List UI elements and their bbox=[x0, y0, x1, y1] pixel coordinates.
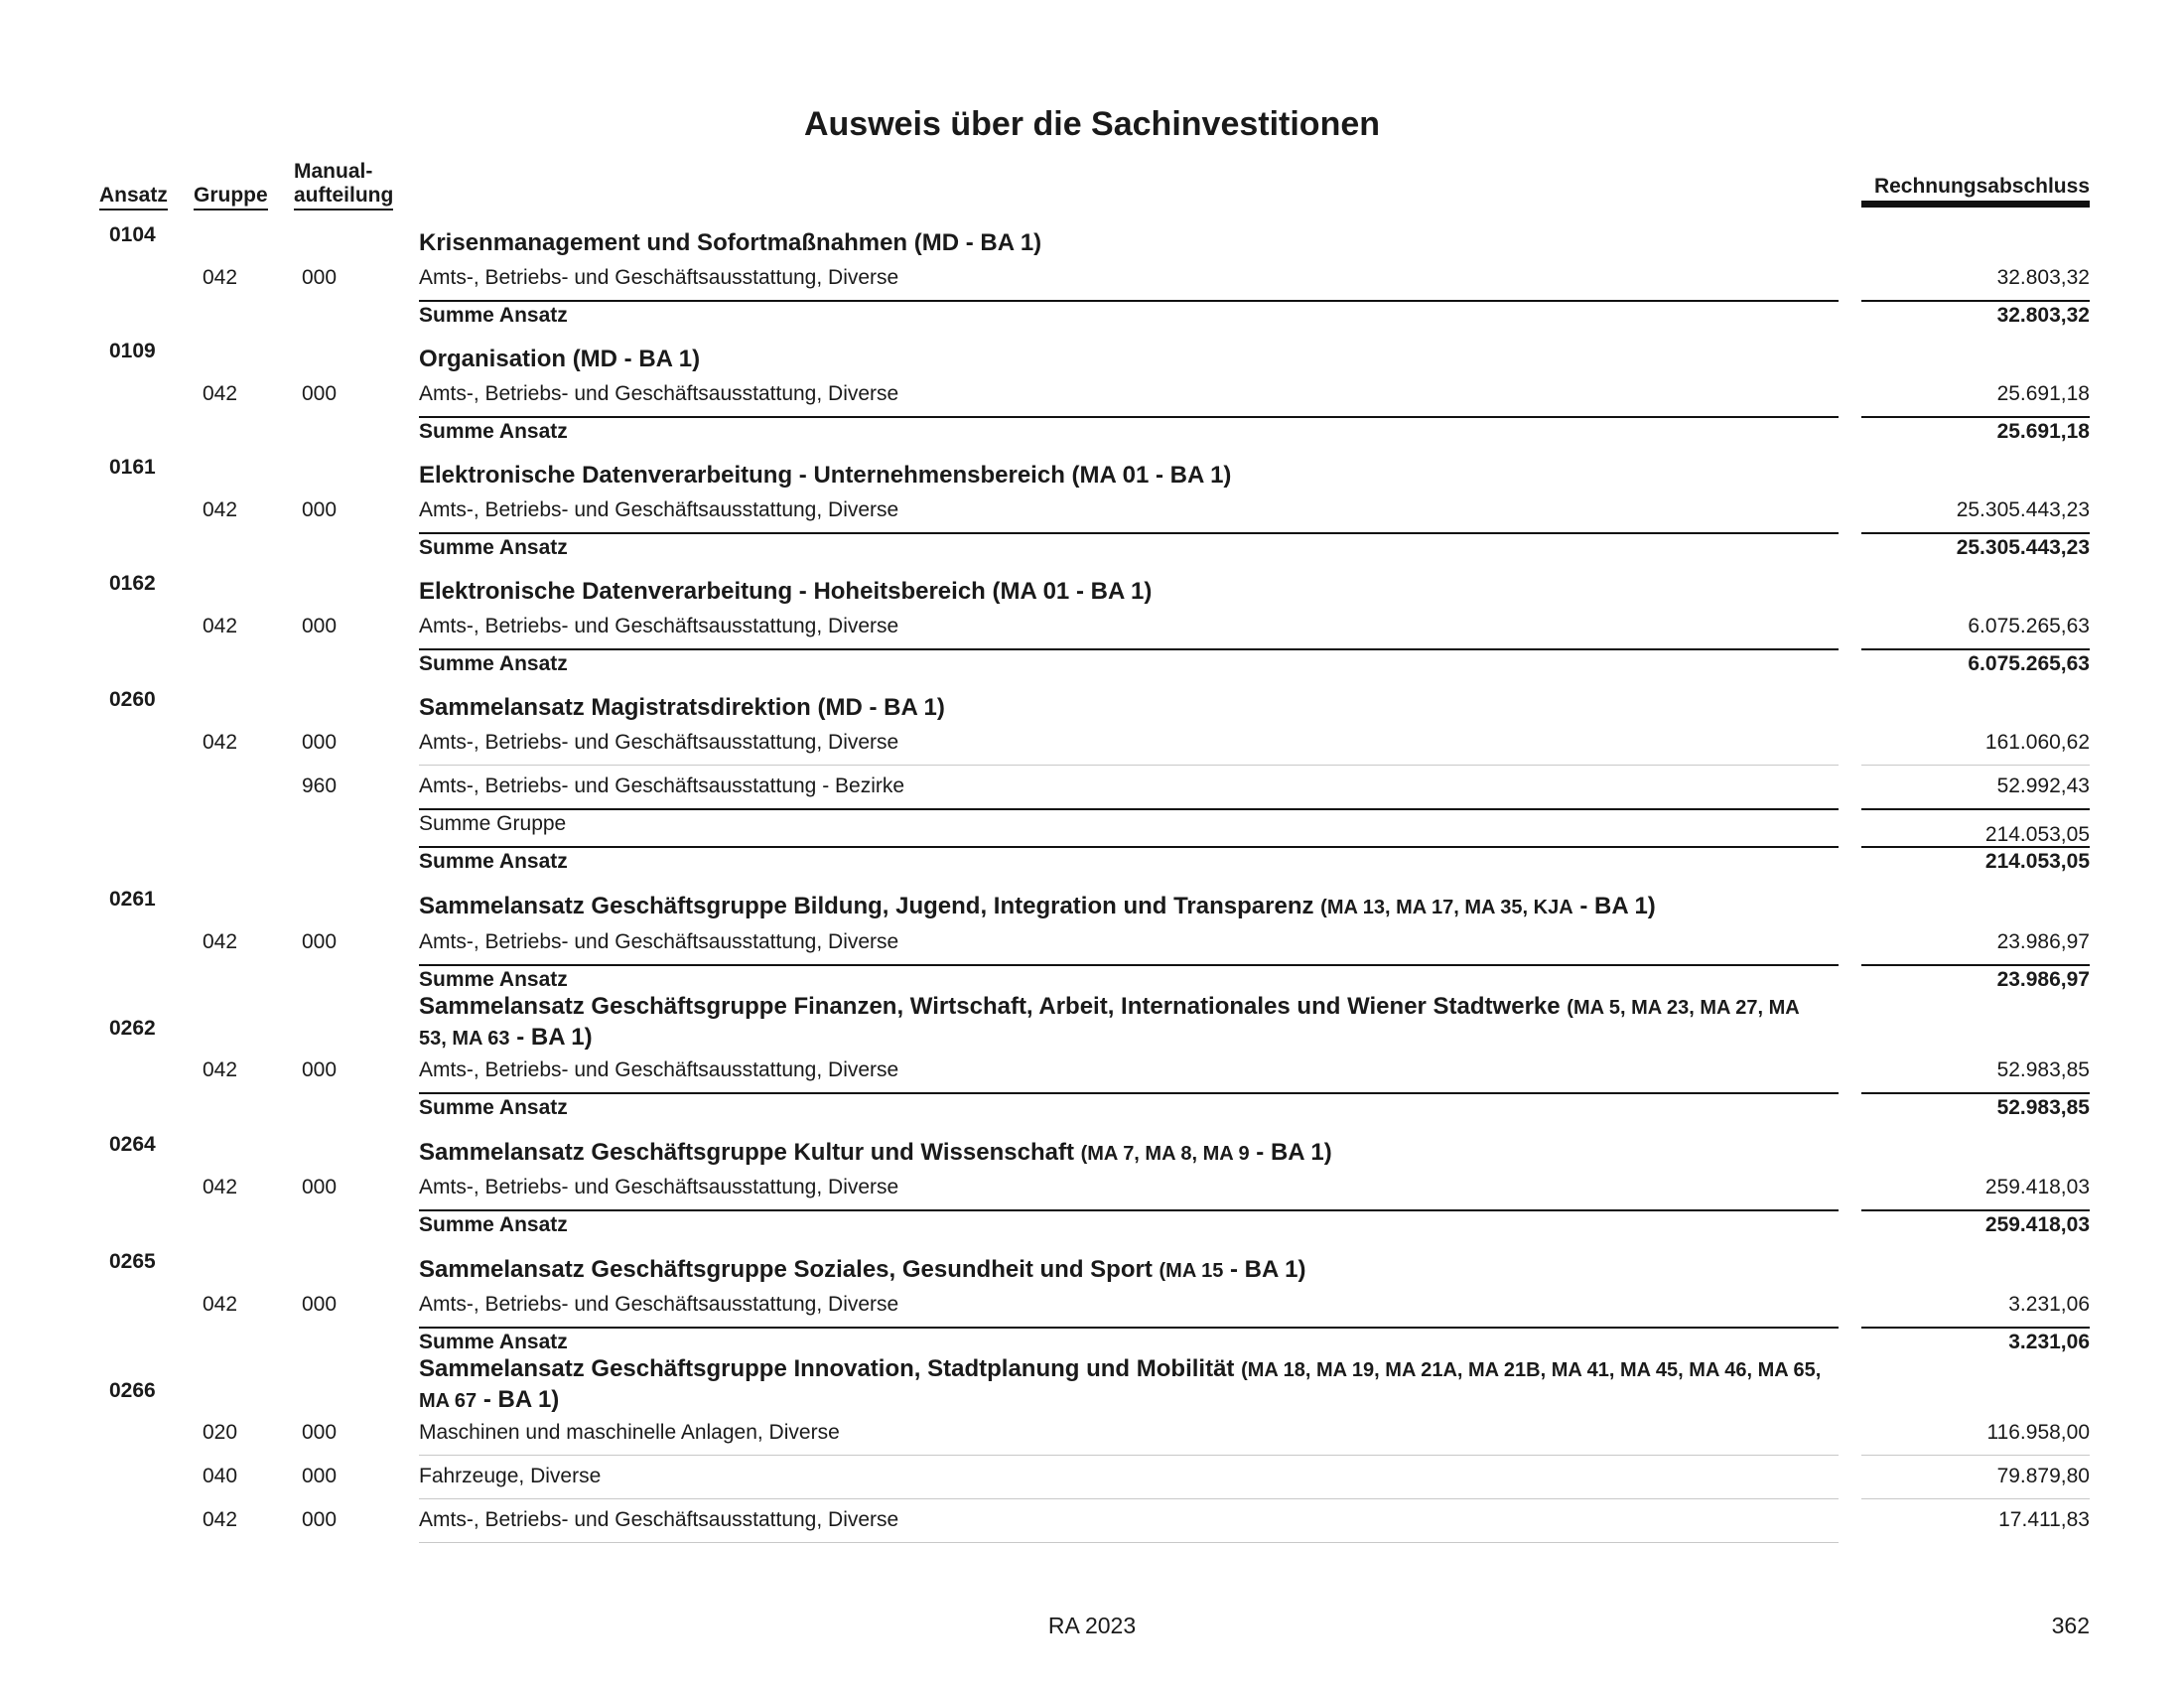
manual-cell: 000 bbox=[302, 1176, 338, 1198]
row-amount: 79.879,80 bbox=[1996, 1465, 2090, 1487]
gruppe-cell: 020 bbox=[203, 1421, 238, 1444]
row-amount: 6.075.265,63 bbox=[1968, 615, 2090, 637]
manual-cell: 000 bbox=[302, 615, 338, 637]
heading-budget-area: - BA 1) bbox=[482, 1386, 560, 1413]
gruppe-cell: 042 bbox=[203, 1058, 238, 1081]
heading-main: Sammelansatz Geschäftsgruppe Kultur und Wissenschaft bbox=[419, 1139, 1074, 1166]
section-heading: Sammelansatz Magistratsdirektion (MD - BA 1) bbox=[419, 694, 945, 721]
column-header-manual-line1: Manual- bbox=[294, 160, 373, 183]
sum-ansatz-amount: 25.691,18 bbox=[1996, 420, 2090, 443]
gruppe-cell: 042 bbox=[203, 382, 238, 405]
gruppe-cell: 042 bbox=[203, 1508, 238, 1531]
sum-ansatz-amount: 259.418,03 bbox=[1984, 1213, 2090, 1236]
row-separator bbox=[419, 1498, 1839, 1499]
row-separator bbox=[1861, 765, 2090, 766]
sum-gruppe-amount: 214.053,05 bbox=[1984, 823, 2090, 846]
divider bbox=[1861, 846, 2090, 848]
sum-ansatz-amount: 3.231,06 bbox=[2008, 1331, 2090, 1353]
divider bbox=[1861, 1092, 2090, 1094]
manual-cell: 000 bbox=[302, 731, 338, 754]
manual-cell: 000 bbox=[302, 498, 338, 521]
gruppe-cell: 042 bbox=[203, 930, 238, 953]
row-amount: 161.060,62 bbox=[1984, 731, 2090, 754]
heading-main: Sammelansatz Geschäftsgruppe Bildung, Jugend, Integration und Transparenz bbox=[419, 893, 1314, 919]
sum-ansatz-label: Summe Ansatz bbox=[419, 850, 568, 873]
sum-ansatz-amount: 25.305.443,23 bbox=[1956, 536, 2090, 559]
gruppe-cell: 042 bbox=[203, 615, 238, 637]
heading-budget-area: - BA 1) bbox=[1230, 1256, 1306, 1283]
section-heading bbox=[419, 992, 1829, 1054]
section-heading bbox=[419, 1255, 1839, 1286]
manual-cell: 000 bbox=[302, 1421, 338, 1444]
section-heading bbox=[419, 1138, 1839, 1169]
divider bbox=[1861, 300, 2090, 302]
row-separator bbox=[1861, 1498, 2090, 1499]
section-heading: Elektronische Datenverarbeitung - Unternehmensbereich (MA 01 - BA 1) bbox=[419, 462, 1232, 489]
row-amount: 3.231,06 bbox=[2008, 1293, 2090, 1316]
row-amount: 23.986,97 bbox=[1996, 930, 2090, 953]
divider bbox=[1861, 1209, 2090, 1211]
heading-department-codes: (MA 18, MA 19, MA 21A, MA 21B, MA 41, MA 45, MA 46, MA 65, MA 67 bbox=[419, 1359, 1822, 1412]
row-description: Amts-, Betriebs- und Geschäftsausstattung, Diverse bbox=[419, 930, 899, 953]
row-description: Amts-, Betriebs- und Geschäftsausstattung, Diverse bbox=[419, 615, 899, 637]
row-separator bbox=[419, 1542, 1839, 1543]
manual-cell: 000 bbox=[302, 1058, 338, 1081]
column-header-manual-line2: aufteilung bbox=[294, 183, 393, 211]
sum-ansatz-amount: 6.075.265,63 bbox=[1968, 652, 2090, 675]
divider bbox=[1861, 808, 2090, 810]
sum-ansatz-label: Summe Ansatz bbox=[419, 1331, 568, 1353]
heading-budget-area: - BA 1) bbox=[516, 1024, 593, 1051]
manual-cell: 000 bbox=[302, 382, 338, 405]
row-description: Fahrzeuge, Diverse bbox=[419, 1465, 602, 1487]
sum-ansatz-label: Summe Ansatz bbox=[419, 1096, 568, 1119]
column-header-rechnungsabschluss: Rechnungsabschluss bbox=[1861, 175, 2090, 208]
ansatz-number: 0266 bbox=[109, 1379, 156, 1402]
divider bbox=[419, 1327, 1839, 1329]
footer-report-label: RA 2023 bbox=[1047, 1613, 1137, 1638]
section-heading: Krisenmanagement und Sofortmaßnahmen (MD - BA 1) bbox=[419, 229, 1042, 256]
divider bbox=[1861, 1327, 2090, 1329]
sum-ansatz-amount: 214.053,05 bbox=[1984, 850, 2090, 873]
manual-cell: 000 bbox=[302, 1293, 338, 1316]
row-amount: 25.691,18 bbox=[1996, 382, 2090, 405]
divider bbox=[1861, 416, 2090, 418]
ansatz-number: 0161 bbox=[109, 456, 156, 479]
page-title: Ausweis über die Sachinvestitionen bbox=[803, 105, 1381, 143]
gruppe-cell: 042 bbox=[203, 498, 238, 521]
row-separator bbox=[1861, 1455, 2090, 1456]
heading-main: Sammelansatz Geschäftsgruppe Soziales, Gesundheit und Sport bbox=[419, 1256, 1153, 1283]
divider bbox=[419, 300, 1839, 302]
heading-main: Sammelansatz Geschäftsgruppe Finanzen, Wirtschaft, Arbeit, Internationales und Wiener Stadtwerke bbox=[419, 993, 1561, 1020]
heading-department-codes: (MA 15 bbox=[1159, 1260, 1224, 1282]
heading-main: Sammelansatz Geschäftsgruppe Innovation, Stadtplanung und Mobilität bbox=[419, 1355, 1235, 1382]
row-amount: 116.958,00 bbox=[1986, 1421, 2090, 1444]
ansatz-number: 0109 bbox=[109, 340, 156, 362]
ansatz-number: 0261 bbox=[109, 888, 156, 911]
heading-department-codes: (MA 7, MA 8, MA 9 bbox=[1080, 1143, 1250, 1165]
sum-ansatz-label: Summe Ansatz bbox=[419, 652, 568, 675]
sum-ansatz-label: Summe Ansatz bbox=[419, 420, 568, 443]
column-header-ansatz: Ansatz bbox=[99, 183, 168, 211]
row-amount: 52.992,43 bbox=[1996, 774, 2090, 797]
divider bbox=[1861, 648, 2090, 650]
manual-cell: 000 bbox=[302, 1508, 338, 1531]
gruppe-cell: 042 bbox=[203, 731, 238, 754]
divider bbox=[1861, 964, 2090, 966]
divider bbox=[419, 648, 1839, 650]
ansatz-number: 0262 bbox=[109, 1017, 156, 1040]
ansatz-number: 0264 bbox=[109, 1133, 156, 1156]
row-description: Amts-, Betriebs- und Geschäftsausstattung, Diverse bbox=[419, 382, 899, 405]
manual-cell: 960 bbox=[302, 774, 338, 797]
row-description: Maschinen und maschinelle Anlagen, Diverse bbox=[419, 1421, 840, 1444]
gruppe-cell: 042 bbox=[203, 1293, 238, 1316]
row-description: Amts-, Betriebs- und Geschäftsausstattung, Diverse bbox=[419, 1508, 899, 1531]
section-heading: Organisation (MD - BA 1) bbox=[419, 346, 701, 372]
row-description: Amts-, Betriebs- und Geschäftsausstattung - Bezirke bbox=[419, 774, 905, 797]
row-amount: 259.418,03 bbox=[1984, 1176, 2090, 1198]
divider bbox=[419, 1092, 1839, 1094]
sum-ansatz-amount: 32.803,32 bbox=[1996, 304, 2090, 327]
heading-department-codes: (MA 13, MA 17, MA 35, KJA bbox=[1320, 897, 1573, 918]
row-separator bbox=[419, 1455, 1839, 1456]
ansatz-number: 0162 bbox=[109, 572, 156, 595]
row-description: Amts-, Betriebs- und Geschäftsausstattung, Diverse bbox=[419, 266, 899, 289]
sum-ansatz-amount: 23.986,97 bbox=[1996, 968, 2090, 991]
row-amount: 17.411,83 bbox=[1998, 1508, 2090, 1531]
page-number: 362 bbox=[2051, 1613, 2090, 1638]
row-description: Amts-, Betriebs- und Geschäftsausstattung, Diverse bbox=[419, 731, 899, 754]
gruppe-cell: 042 bbox=[203, 1176, 238, 1198]
section-heading: Elektronische Datenverarbeitung - Hoheitsbereich (MA 01 - BA 1) bbox=[419, 578, 1153, 605]
section-heading bbox=[419, 1354, 1829, 1416]
divider bbox=[419, 964, 1839, 966]
section-heading bbox=[419, 892, 1839, 922]
manual-cell: 000 bbox=[302, 266, 338, 289]
sum-ansatz-label: Summe Ansatz bbox=[419, 1213, 568, 1236]
row-description: Amts-, Betriebs- und Geschäftsausstattung, Diverse bbox=[419, 1176, 899, 1198]
divider bbox=[419, 808, 1839, 810]
divider bbox=[419, 846, 1839, 848]
divider bbox=[419, 416, 1839, 418]
gruppe-cell: 040 bbox=[203, 1465, 238, 1487]
gruppe-cell: 042 bbox=[203, 266, 238, 289]
sum-gruppe-label: Summe Gruppe bbox=[419, 812, 567, 835]
heading-budget-area: - BA 1) bbox=[1256, 1139, 1332, 1166]
divider bbox=[419, 1209, 1839, 1211]
ansatz-number: 0260 bbox=[109, 688, 156, 711]
divider bbox=[1861, 532, 2090, 534]
row-amount: 32.803,32 bbox=[1996, 266, 2090, 289]
row-separator bbox=[419, 765, 1839, 766]
row-amount: 52.983,85 bbox=[1996, 1058, 2090, 1081]
divider bbox=[419, 532, 1839, 534]
row-description: Amts-, Betriebs- und Geschäftsausstattung, Diverse bbox=[419, 498, 899, 521]
sum-ansatz-label: Summe Ansatz bbox=[419, 536, 568, 559]
heading-department-codes: (MA 5, MA 23, MA 27, MA 53, MA 63 bbox=[419, 997, 1800, 1050]
ansatz-number: 0104 bbox=[109, 223, 156, 246]
heading-budget-area: - BA 1) bbox=[1579, 893, 1656, 919]
row-description: Amts-, Betriebs- und Geschäftsausstattung, Diverse bbox=[419, 1293, 899, 1316]
row-amount: 25.305.443,23 bbox=[1956, 498, 2090, 521]
row-description: Amts-, Betriebs- und Geschäftsausstattung, Diverse bbox=[419, 1058, 899, 1081]
manual-cell: 000 bbox=[302, 930, 338, 953]
column-header-gruppe: Gruppe bbox=[194, 183, 268, 211]
manual-cell: 000 bbox=[302, 1465, 338, 1487]
sum-ansatz-amount: 52.983,85 bbox=[1996, 1096, 2090, 1119]
ansatz-number: 0265 bbox=[109, 1250, 156, 1273]
sum-ansatz-label: Summe Ansatz bbox=[419, 304, 568, 327]
sum-ansatz-label: Summe Ansatz bbox=[419, 968, 568, 991]
